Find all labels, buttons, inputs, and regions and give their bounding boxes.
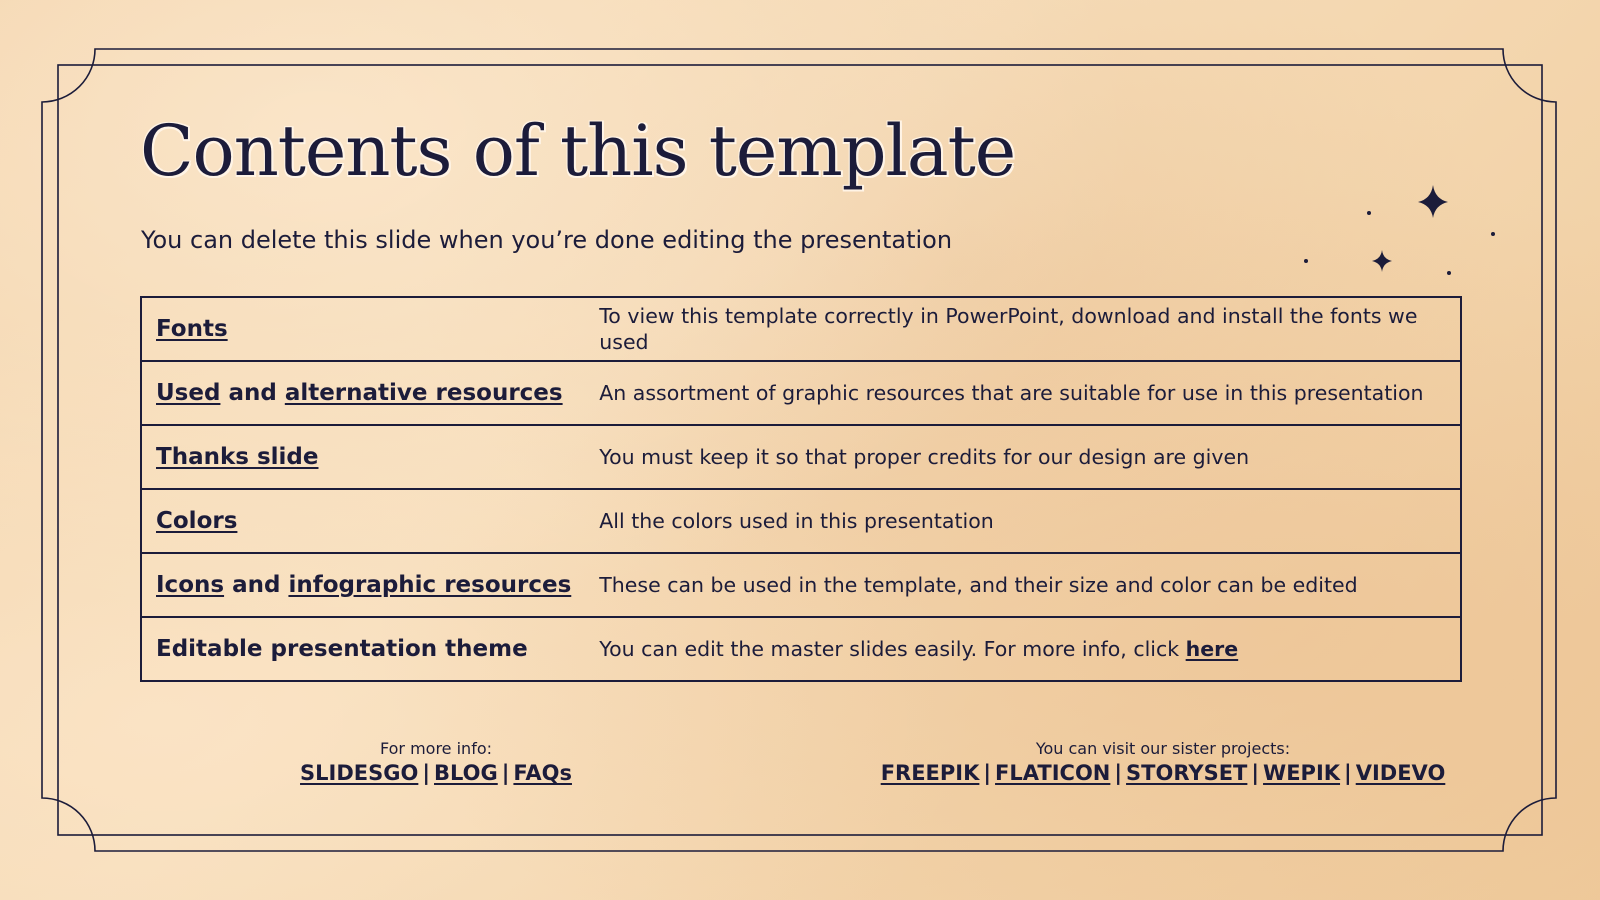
- icons-link[interactable]: Icons: [156, 572, 225, 598]
- freepik-link[interactable]: FREEPIK: [880, 761, 980, 785]
- row-description-cell: [585, 361, 1461, 425]
- table-row-fonts: [141, 297, 1461, 361]
- link-separator: |: [1251, 761, 1260, 785]
- link-separator: |: [983, 761, 992, 785]
- theme-description: You can edit the master slides easily. For more info, click: [599, 637, 1186, 661]
- table-row-thanks: [141, 425, 1461, 489]
- row-description-cell: [585, 617, 1461, 681]
- videvo-link[interactable]: VIDEVO: [1355, 761, 1446, 785]
- row-label-cell: [141, 361, 585, 425]
- fonts-link[interactable]: Fonts: [156, 316, 228, 342]
- slidesgo-link[interactable]: SLIDESGO: [300, 761, 419, 785]
- row-label-cell: [141, 617, 585, 681]
- table-row-colors: [141, 489, 1461, 553]
- label-joiner: and: [224, 572, 289, 598]
- editable-theme-label: Editable presentation theme: [156, 636, 528, 662]
- sparkle-star-icon: [1418, 185, 1448, 218]
- footer-right-caption: You can visit our sister projects:: [1035, 739, 1291, 758]
- link-separator: |: [422, 761, 431, 785]
- blog-link[interactable]: BLOG: [434, 761, 498, 785]
- sparkle-dot-icon: [1447, 271, 1451, 275]
- flaticon-link[interactable]: FLATICON: [995, 761, 1111, 785]
- footer-more-info: [286, 739, 586, 787]
- row-description-cell: [585, 553, 1461, 617]
- fonts-description: To view this template correctly in PowerPoint, download and install the fonts we used: [599, 304, 1418, 354]
- link-separator: |: [501, 761, 510, 785]
- here-link[interactable]: here: [1185, 637, 1239, 661]
- contents-table: [140, 296, 1462, 682]
- row-description-cell: [585, 425, 1461, 489]
- colors-link[interactable]: Colors: [156, 508, 238, 534]
- thanks-description: You must keep it so that proper credits for our design are given: [599, 445, 1250, 469]
- sparkle-dot-icon: [1491, 232, 1495, 236]
- row-label-cell: [141, 489, 585, 553]
- footer-sister-projects: [876, 739, 1450, 787]
- row-label-cell: [141, 553, 585, 617]
- storyset-link[interactable]: STORYSET: [1126, 761, 1248, 785]
- table-row-resources: [141, 361, 1461, 425]
- row-label-cell: [141, 297, 585, 361]
- sparkle-dot-icon: [1304, 259, 1308, 263]
- sparkle-star-icon: [1372, 250, 1392, 272]
- page-title: Contents of this template: [140, 110, 1016, 192]
- link-separator: |: [1344, 761, 1352, 785]
- icons-description: These can be used in the template, and their size and color can be edited: [599, 573, 1358, 597]
- faqs-link[interactable]: FAQs: [513, 761, 572, 785]
- footer-left-caption: For more info:: [379, 739, 492, 758]
- table-row-theme: [141, 617, 1461, 681]
- used-resources-link[interactable]: Used: [156, 380, 221, 406]
- row-description-cell: [585, 297, 1461, 361]
- row-label-cell: [141, 425, 585, 489]
- resources-description: An assortment of graphic resources that are suitable for use in this presentation: [599, 381, 1424, 405]
- page-subtitle: You can delete this slide when you’re done editing the presentation: [141, 226, 953, 254]
- table-row-icons: [141, 553, 1461, 617]
- infographic-resources-link[interactable]: infographic resources: [288, 572, 572, 598]
- sparkle-cluster: [1304, 185, 1495, 275]
- wepik-link[interactable]: WEPIK: [1263, 761, 1341, 785]
- label-joiner: and: [220, 380, 285, 406]
- sparkle-dot-icon: [1367, 211, 1371, 215]
- thanks-slide-link[interactable]: Thanks slide: [156, 444, 319, 470]
- link-separator: |: [1114, 761, 1123, 785]
- colors-description: All the colors used in this presentation: [599, 509, 994, 533]
- alternative-resources-link[interactable]: alternative resources: [284, 380, 563, 406]
- row-description-cell: [585, 489, 1461, 553]
